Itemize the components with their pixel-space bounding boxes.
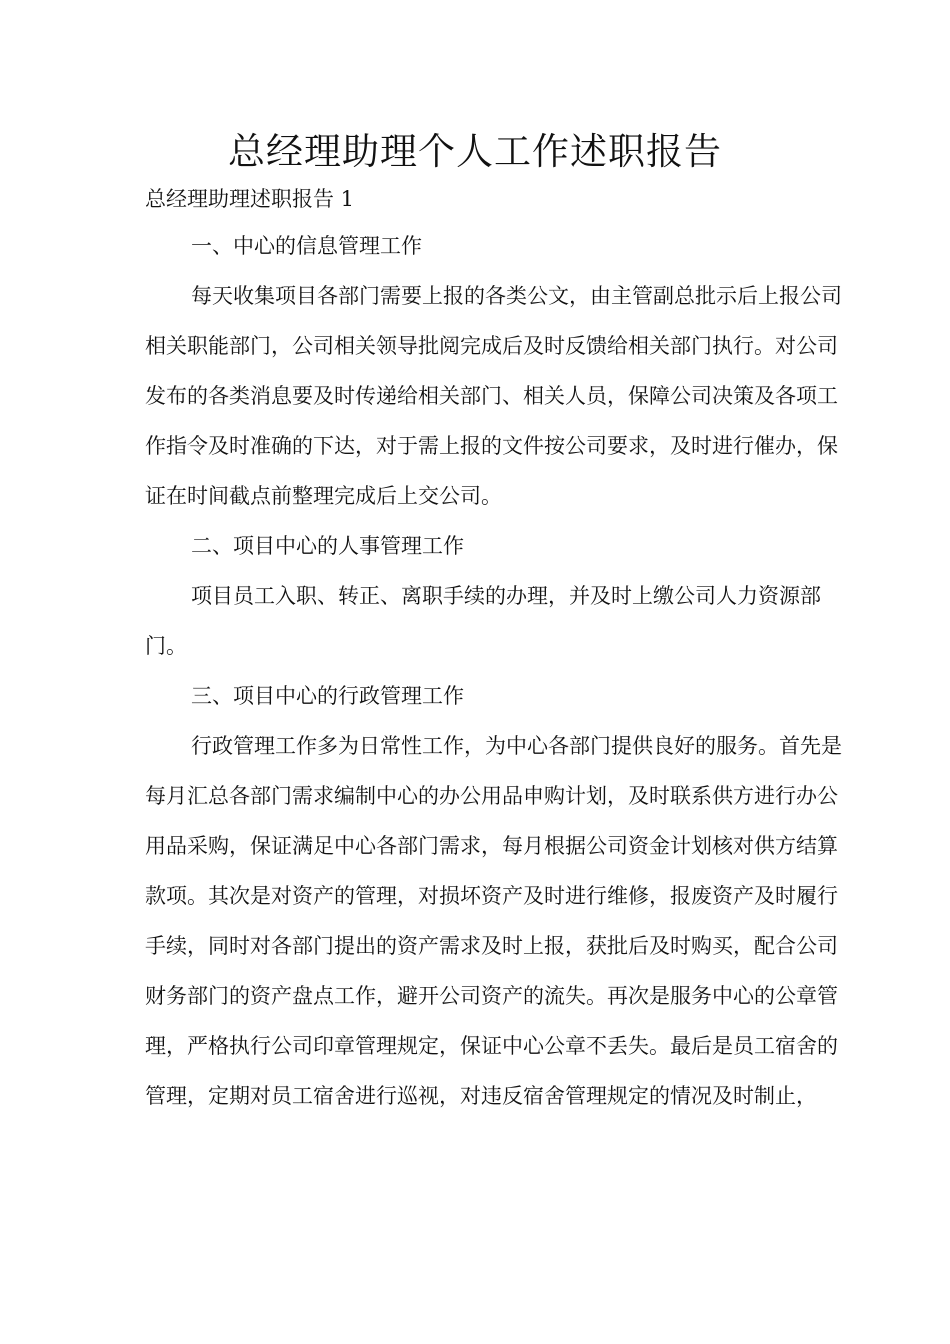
document-title: 总经理助理个人工作述职报告 (228, 130, 722, 173)
section-heading-2: 二、项目中心的人事管理工作 (191, 534, 464, 558)
paragraph-1: 每天收集项目各部门需要上报的各类公文，由主管副总批示后上报公司相关职能部门，公司相关领导批阅完成后及时反馈给相关部门执行。对公司发布的各类消息要及时传递给相关部门、相关人员，保障公司决策及各项工作指令及时准确的下达，对于需上报的文件按公司要求，及时进行催办，保证在时间截点前整理完成后上交公司。 (145, 284, 842, 508)
paragraph-2: 项目员工入职、转正、离职手续的办理，并及时上缴公司人力资源部门。 (145, 584, 821, 658)
report-subtitle: 总经理助理述职报告 1 (145, 187, 355, 211)
section-heading-1: 一、中心的信息管理工作 (191, 234, 422, 258)
section-heading-3: 三、项目中心的行政管理工作 (191, 684, 464, 708)
paragraph-3: 行政管理工作多为日常性工作，为中心各部门提供良好的服务。首先是每月汇总各部门需求编制中心的办公用品申购计划，及时联系供方进行办公用品采购，保证满足中心各部门需求，每月根据公司资金计划核对供方结算款项。其次是对资产的管理，对损坏资产及时进行维修，报废资产及时履行手续，同时对各部门提出的资产需求及时上报，获批后及时购买，配合公司财务部门的资产盘点工作，避开公司资产的流失。再次是服务中心的公章管理，严格执行公司印章管理规定，保证中心公章不丢失。最后是员工宿舍的管理，定期对员工宿舍进行巡视，对违反宿舍管理规定的情况及时制止， (145, 734, 842, 1108)
document-body (145, 177, 845, 1121)
